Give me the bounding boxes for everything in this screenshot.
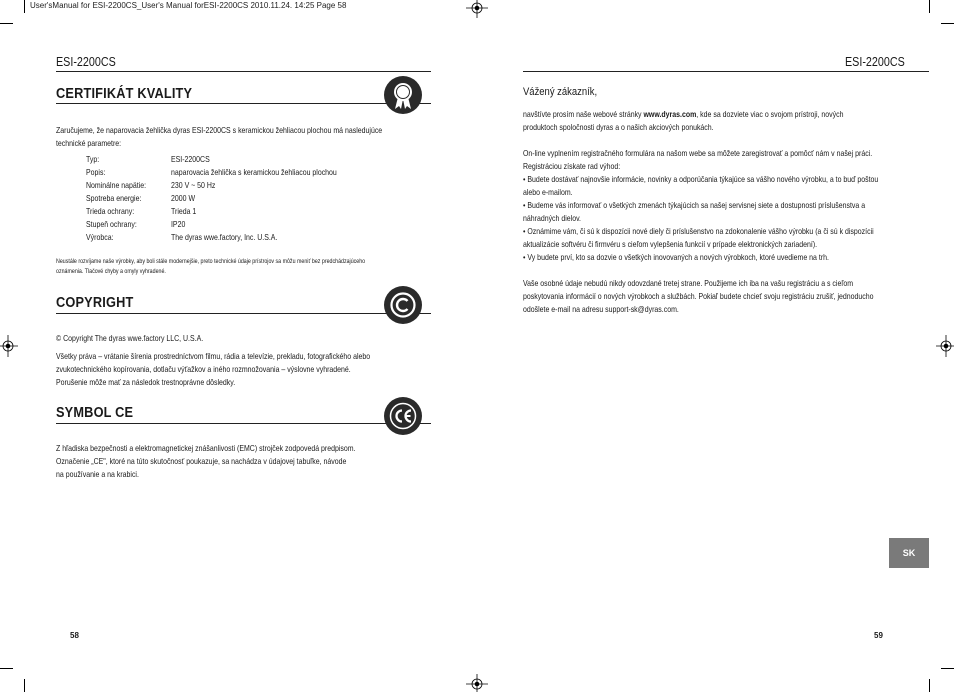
spec-value: 2000 W bbox=[171, 193, 196, 203]
spec-value: 230 V ~ 50 Hz bbox=[171, 180, 216, 190]
print-slug: User'sManual for ESI-2200CS_User's Manual forESI-2200CS 2010.11.24. 14:25 Page 58 bbox=[30, 1, 347, 10]
crop-mark-bl-h bbox=[0, 668, 13, 669]
body-line7: • Oznámime vám, či sú k dispozícii nové diely či príslušenstvo na zdokonalenie vášho výrobku (a či sú k dispozícii bbox=[523, 226, 874, 236]
spec-label: Nominálne napätie: bbox=[86, 180, 147, 190]
ce-para-line2: Označenie „CE", ktoré na túto skutočnosť poukazuje, sa nachádza v údajovej tabuľke, návode bbox=[56, 456, 347, 466]
closing-line1: Vaše osobné údaje nebudú nikdy odovzdané tretej strane. Použijeme ich iba na vašu registráciu a s cieľom bbox=[523, 278, 854, 288]
registration-mark-bottom-icon bbox=[466, 674, 488, 692]
spec-label: Spotreba energie: bbox=[86, 193, 142, 203]
award-rosette-icon bbox=[384, 76, 422, 114]
copyright-line: © Copyright The dyras wwe.factory LLC, U.S.A. bbox=[56, 333, 204, 343]
body-line5: • Budeme vás informovať o všetkých zmenách týkajúcich sa našej servisnej siete a dostupnosti príslušenstva a bbox=[523, 200, 866, 210]
spec-label: Typ: bbox=[86, 154, 100, 164]
ce-para-line3: na používanie a na krabici. bbox=[56, 469, 139, 479]
copyright-title: COPYRIGHT bbox=[56, 295, 134, 311]
intro-suffix: , kde sa dozviete viac o svojom prístroji, nových bbox=[696, 109, 844, 119]
crop-mark-tr-v bbox=[929, 0, 930, 13]
spec-value: naparovacia žehlička s keramickou žehliacou plochou bbox=[171, 167, 337, 177]
spec-value: The dyras wwe.factory, Inc. U.S.A. bbox=[171, 232, 278, 242]
spec-value: ESI-2200CS bbox=[171, 154, 210, 164]
registration-mark-left-icon bbox=[0, 335, 18, 357]
language-tab: SK bbox=[889, 538, 929, 568]
right-model-header: ESI-2200CS bbox=[845, 55, 905, 69]
crop-mark-bl-v bbox=[24, 679, 25, 692]
spec-label: Trieda ochrany: bbox=[86, 206, 135, 216]
body-line1: On-line vyplnením registračného formulára na našom webe sa môžete zaregistrovať a pomôcť nám v našej práci. bbox=[523, 148, 873, 158]
spec-label: Popis: bbox=[86, 167, 106, 177]
crop-mark-tr-h bbox=[941, 23, 954, 24]
copyright-title-rule bbox=[56, 313, 431, 314]
quality-note-line1: Neustále rozvíjame naše výrobky, aby boli stále modernejšie, preto technické údaje prístrojov sa môžu meniť bez predchádzajúceho bbox=[56, 258, 366, 265]
body-line8: aktualizácie softvéru či firmvéru s cieľom vylepšenia funkcií v prípade elektronických zariadení). bbox=[523, 239, 818, 249]
intro-line2: produktoch spoločnosti dyras a o našich akciových ponukách. bbox=[523, 122, 714, 132]
ce-para-line1: Z hľadiska bezpečnosti a elektromagnetickej znášanlivosti (EMC) strojček zodpovedá predpisom. bbox=[56, 443, 356, 453]
copyright-para-line3: Porušenie môže mať za následok trestnoprávne dôsledky. bbox=[56, 377, 236, 387]
crop-mark-tl-h bbox=[0, 23, 13, 24]
body-line3: • Budete dostávať najnovšie informácie, novinky a odporúčania týkajúce sa vášho nového výrobku, a to buď poštou bbox=[523, 174, 879, 184]
ce-mark-icon bbox=[384, 397, 422, 435]
body-line6: náhradných dielov. bbox=[523, 213, 581, 223]
body-line2: Registráciou získate rad výhod: bbox=[523, 161, 621, 171]
right-header-rule bbox=[523, 71, 929, 72]
crop-mark-br-v bbox=[929, 679, 930, 692]
intro-line1 bbox=[523, 108, 843, 121]
quality-intro-line2: technické parametre: bbox=[56, 138, 122, 148]
intro-prefix: navštívte prosím naše webové stránky bbox=[523, 109, 644, 119]
quality-note-line2: oznámenia. Tlačové chyby a omyly vyhradené. bbox=[56, 268, 166, 275]
closing-line2: poskytovania informácií o nových výrobkoch a službách. Pokiaľ budete chcieť svoju registráciu zrušiť, jednoducho bbox=[523, 291, 874, 301]
registration-mark-right-icon bbox=[936, 335, 954, 357]
spec-value: IP20 bbox=[171, 219, 186, 229]
left-page-number: 58 bbox=[70, 631, 79, 640]
body-line9: • Vy budete prví, kto sa dozvie o všetkých inovovaných a nových výrobkoch, ktoré uvedieme na trh. bbox=[523, 252, 829, 262]
quality-title-rule bbox=[56, 103, 431, 104]
crop-mark-br-h bbox=[941, 668, 954, 669]
spec-value: Trieda 1 bbox=[171, 206, 197, 216]
copyright-para-line2: zvukotechnického kopírovania, dotlaču výťažkov a iného rozmnožovania – výslovne vyhradené. bbox=[56, 364, 351, 374]
left-header-rule bbox=[56, 71, 431, 72]
registration-mark-top-icon bbox=[466, 0, 488, 18]
quality-intro-line1: Zaručujeme, že naparovacia žehlička dyras ESI-2200CS s keramickou žehliacou plochou má nasledujúce bbox=[56, 125, 383, 135]
quality-title: CERTIFIKÁT KVALITY bbox=[56, 86, 193, 102]
ce-title: SYMBOL CE bbox=[56, 405, 134, 421]
copyright-icon bbox=[384, 286, 422, 324]
closing-line3: odošlete e-mail na adresu support-sk@dyras.com. bbox=[523, 304, 679, 314]
crop-mark-tl-v bbox=[24, 0, 25, 13]
spec-label: Výrobca: bbox=[86, 232, 114, 242]
copyright-para-line1: Všetky práva – vrátanie šírenia prostredníctvom filmu, rádia a televízie, prekladu, fotografického alebo bbox=[56, 351, 371, 361]
greeting: Vážený zákazník, bbox=[523, 86, 598, 98]
body-line4: alebo e-mailom. bbox=[523, 187, 573, 197]
website-link[interactable]: www.dyras.com bbox=[643, 109, 697, 119]
right-page-number: 59 bbox=[874, 631, 883, 640]
ce-title-rule bbox=[56, 423, 431, 424]
spec-label: Stupeň ochrany: bbox=[86, 219, 137, 229]
left-model-header: ESI-2200CS bbox=[56, 55, 116, 69]
